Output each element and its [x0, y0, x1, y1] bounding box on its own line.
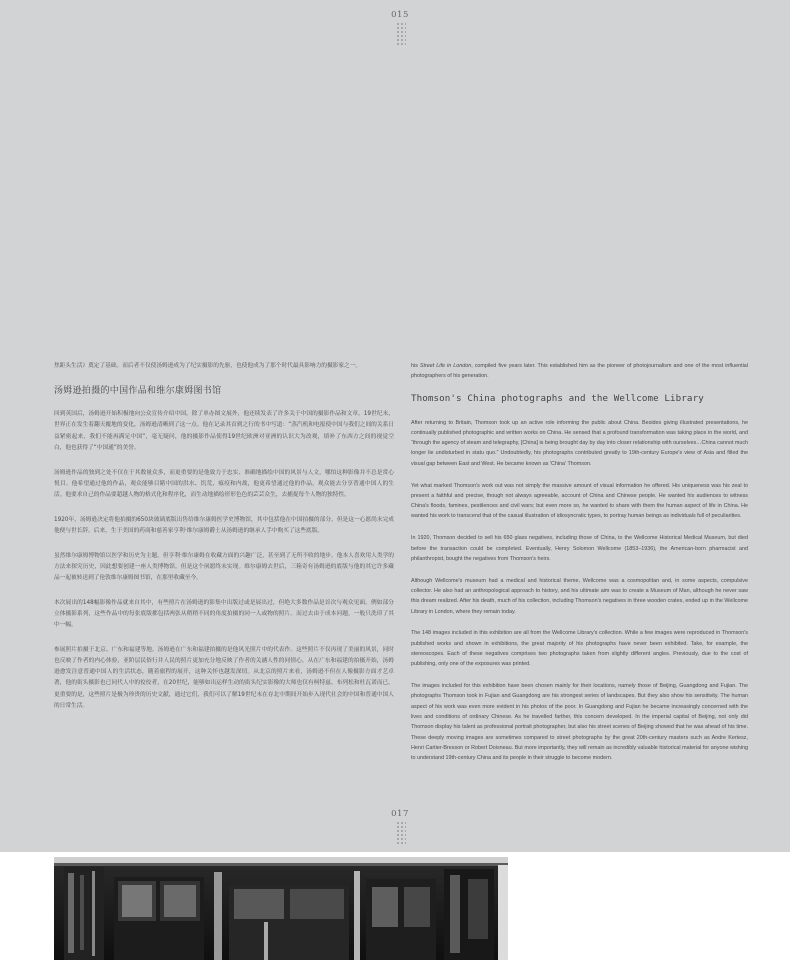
chinese-paragraph: 回到英国后，汤姆逊开始积极地向公众宣传介绍中国。除了单办图文展外，他还续发表了许多关于中国的摄影作品和文章。19世纪末，世界正在发生着翻天覆地的变化，汤姆逊清晰到了这一点。他在记录其首到之行的书中写道：“蒸汽机和电报使中国与我们之间的关系日益紧密起来，我们不能再满足中国”，毫无疑问，他的摄影作品使得19世纪欧洲对亚洲的认识大为改观，填补了东西方之间的视觉空白，他也获得了“中国通”的美誉。	[54, 411, 394, 451]
chinese-intro: 焦距头生活》奠定了基础。而后者不仅使汤姆逊成为了纪实摄影的先驱，也使他成为了那个时代最具影响力的摄影家之一。	[54, 363, 362, 369]
english-paragraph: Yet what marked Thomson's work out was not simply the massive amount of visual information he offered. His uniqueness was his zeal to present a faithful and precise, though not always agreeable, account of China and Chinese people. He wanted his audiences to witness China's floods, famines, pestilences and civil wars; but even more so, he wanted to share with them the human aspect of life in China. He wanted his work to transcend that of the casual illustration of idiosyncratic types, to portray human beings as individuals full of peculiarities.	[411, 482, 748, 520]
top-page-number: 015	[391, 10, 409, 20]
chinese-paragraph: 本次展出的148幅影像作品就来自其中，有些照片在汤姆逊的影集中出版过或是展出过，但绝大多数作品是首次与观众见面。例如部分立体摄影系列，这些作品中的每张底版都包括两张从稍稍不同的角度拍摄的同一人或物的照片。而过去由于成本问题，一般只洗印了其中一幅。	[54, 599, 394, 629]
bottom-dot-ornament	[396, 821, 406, 845]
chinese-column	[54, 361, 394, 725]
photograph-image	[54, 857, 508, 960]
top-dot-ornament	[396, 22, 406, 46]
english-paragraph: In 1920, Thomson decided to sell his 650 glass negatives, including those of China, to the Wellcome Historical Medical Museum, but died before the transaction could be completed. Eventually, Henry Solomon Wellcome (1853–1936), the American-born pharmacist and philanthropist, bought the negatives from Thomson's heirs.	[411, 535, 748, 562]
english-intro: his Street Life in London, compiled five years later. This established him as the pioneer of photojournalism and one of the most influential photographers of his generation.	[411, 363, 748, 380]
english-paragraph: After returning to Britain, Thomson took up an active role informing the public about China. Besides giving illustrated presentations, he continually published photographic and written works on China. He sensed that a profound transformation was taking place in the world, and “through the agency of steam and telegraphy, [China] is being brought day by day into closer relationship with ourselves…China cannot much longer lie undisturbed in statu quo.” Undoubtedly, his photographs contributed greatly to 19th-century Europe's view of Asia and filled the visual gap between East and West. He became known as 'China' Thomson.	[411, 419, 749, 467]
english-paragraph: The 148 images included in this exhibition are all from the Wellcome Library's collection. While a few images were reproduced in Thomson's published works and shown in exhibitions, the great majority of his photographs have never been exhibited. Take, for example, the stereoscopes. Each of these negatives comprises two photographs taken from slightly different angles. Previously, due to the cost of publishing, only one of the exposures was printed.	[411, 630, 748, 668]
chinese-section-heading: 汤姆逊拍摄的中国作品和维尔康姆图书馆	[54, 386, 222, 397]
chinese-paragraph: 虽然维尔康姆博物馆以医学和历史为主题，但亨利·维尔康姆在收藏方面的兴趣广泛，甚至到了无所不收的地步。他本人喜欢用人类学的方法来探究历史，因此想要创建一座人类博物馆。但是这个夙愿终未实现。维尔康姆去世后，三箱奇有汤姆逊的底版与他的其它许多藏品一起被转送到了伦敦维尔康姆图书馆，在那里收藏至今。	[54, 552, 394, 581]
chinese-paragraph: 1920年，汤姆逊决定将他拍摄的650块玻璃底版出售给维尔康姆医学史博物馆，其中包括他在中国拍摄的部分。但是这一心愿尚未完成他便与世长辞。后来，生于美国的药商和慈善家亨利·维尔康姆爵士从汤姆逊的继承人手中购买了这些底版。	[54, 516, 394, 534]
historic-photograph	[54, 857, 508, 960]
book-title: Street Life in London	[419, 363, 472, 369]
bottom-page-number: 017	[391, 809, 409, 819]
english-section-heading: Thomson's China photographs and the Wellcome Library	[411, 392, 704, 404]
chinese-paragraph: 参展照片拍摄于北京、广东和福建等地。汤姆逊在广东和福建拍摄的是他风光照片中的代表作。这些照片不仅再现了美丽的风景，同时也反映了作者的内心体验，亚阶层民俗行并人民的照片更加充分地反映了作者的关涵人性的同情心。从在广东和福建的拍摄开始，汤姆逊愈发注意普通中国人的生活状态，随着旅程的展开，这种关怀也越发深切。从北京的照片来看，汤姆逊不但在人像摄影方面才艺卓著，他的街头摄影也已同代人中的佼佼者，在20世纪，能够如出运样生动的街头纪实影像的大师也仅有柯特兹、布列松和杜瓦诺而已。更重要的是，这些照片是极为珍贵的历史文献，通过它们，我们可以了解19世纪末在存北中期间开始步入现代社会的中国和普通中国人的日常生活。	[54, 646, 394, 709]
english-paragraph: Although Wellcome's museum had a medical and historical theme, Wellcome was a cosmopolitan and, in some aspects, compulsive collector. He also had an anthropological approach to history, and his ultimate aim was to create a Museum of Man, although he never saw this dream realized. After his death, much of his collection, including Thomson's negatives in three wooden crates, ended up in the Wellcome Library in London, where they remain today.	[411, 577, 748, 615]
english-column	[411, 361, 748, 775]
english-paragraph: The images included for this exhibition have been chosen mainly for their locations, namely those of Beijing, Guangdong and Fujian. The photographs Thomson took in Fujian and Guangdong are his strongest series of landscapes. But they also show his sensitivity. The human aspect of his work was even more evident in his photos of the poor. In Guangdong and Fujian he became increasingly concerned with the lives and conditions of ordinary Chinese. As he travelled farther, this concern developed. In the imperial capital of Beijing, not only did Thomson display his talent as professional portrait photographer, but also his street scenes of Beijing showed that he was ahead of his time. These deeply moving images are sometimes compared to street photographs by the great 20th-century masters such as Andre Kertesz, Henri Cartier-Bresson or Robert Doisneau. But more importantly, they will remain as incredibly valuable historical material for anyone wishing to understand 19th-century China and its people in their struggle to become modern.	[411, 683, 748, 762]
chinese-paragraph: 汤姆逊作品的独到之处不仅在于其数量众多，而更重要的是他致力于忠实、准确地描绘中国的风景与人文，哪怕这种影像并不总是赏心悦目。他希望通过他的作品，观众能够目睹中国的洪水、饥荒、瘟疫和内战，他更希望通过他的作品，观众能去分享普通中国人的生活。他要求自己的作品要超越人物的格式化和程序化，而生动地描绘形形色色的芸芸众生，去捕捉每个人物的独特性。	[54, 469, 394, 498]
